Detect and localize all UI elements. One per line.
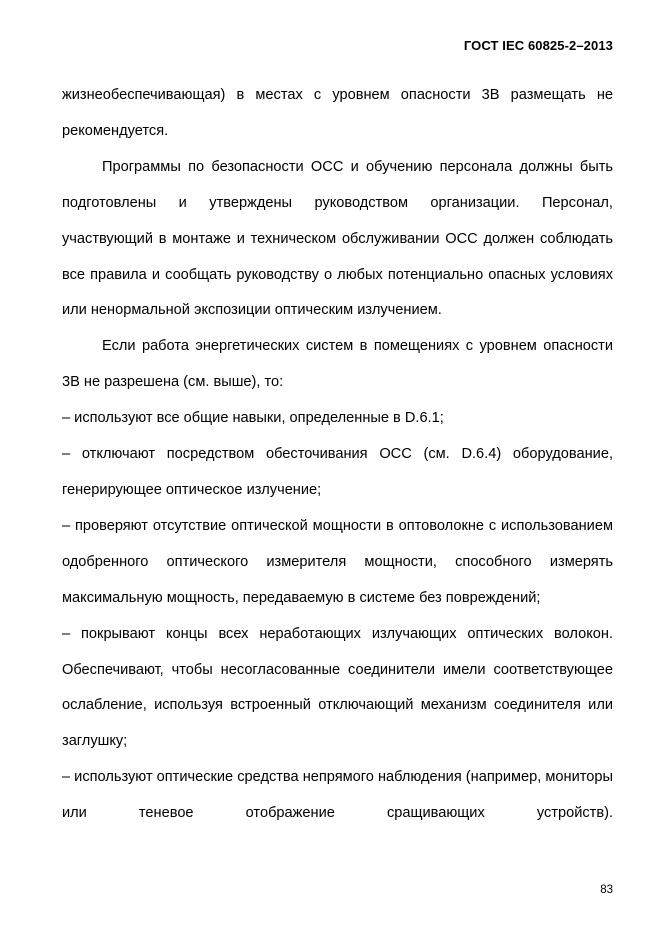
page-number: 83 — [600, 884, 613, 896]
list-item-check-optical-power: – проверяют отсутствие оптической мощности в оптоволокне с использованием одобренного оптического измерителя мощности, способного измерять максимальную мощность, передаваемую в системе без повреждений; — [62, 517, 613, 606]
paragraph-safety-programs: Программы по безопасности ОСС и обучению персонала должны быть подготовлены и утверждены руководством организации. Персонал, участвующий в монтаже и техническом обслуживании ОСС должен соблюдать все правила и сообщать руководству о любых потенциально опасных условиях или ненормальной экспозиции оптическим излучением. — [62, 158, 613, 319]
paragraph-continuation: жизнеобеспечивающая) в местах с уровнем опасности 3B размещать не рекомендуется. — [62, 87, 613, 139]
list-item-general-skills: – используют все общие навыки, определенные в D.6.1; — [62, 410, 444, 427]
document-body — [62, 78, 613, 832]
document-header: ГОСТ IEC 60825-2–2013 — [463, 38, 613, 53]
list-item-cover-fiber-ends: – покрывают концы всех неработающих излучающих оптических волокон. Обеспечивают, чтобы несогласованные соединители имели соответствующее ослабление, используя встроенный отключающий механизм соединителя или заглушку; — [62, 625, 613, 750]
list-item-indirect-viewing: – используют оптические средства непрямого наблюдения (например, мониторы или теневое отображение сращивающих устройств). — [62, 769, 613, 822]
list-item-disconnect-equipment: – отключают посредством обесточивания ОСС (см. D.6.4) оборудование, генерирующее оптическое излучение; — [62, 446, 613, 498]
paragraph-energy-systems: Если работа энергетических систем в помещениях с уровнем опасности 3B не разрешена (см. выше), то: — [62, 338, 613, 391]
